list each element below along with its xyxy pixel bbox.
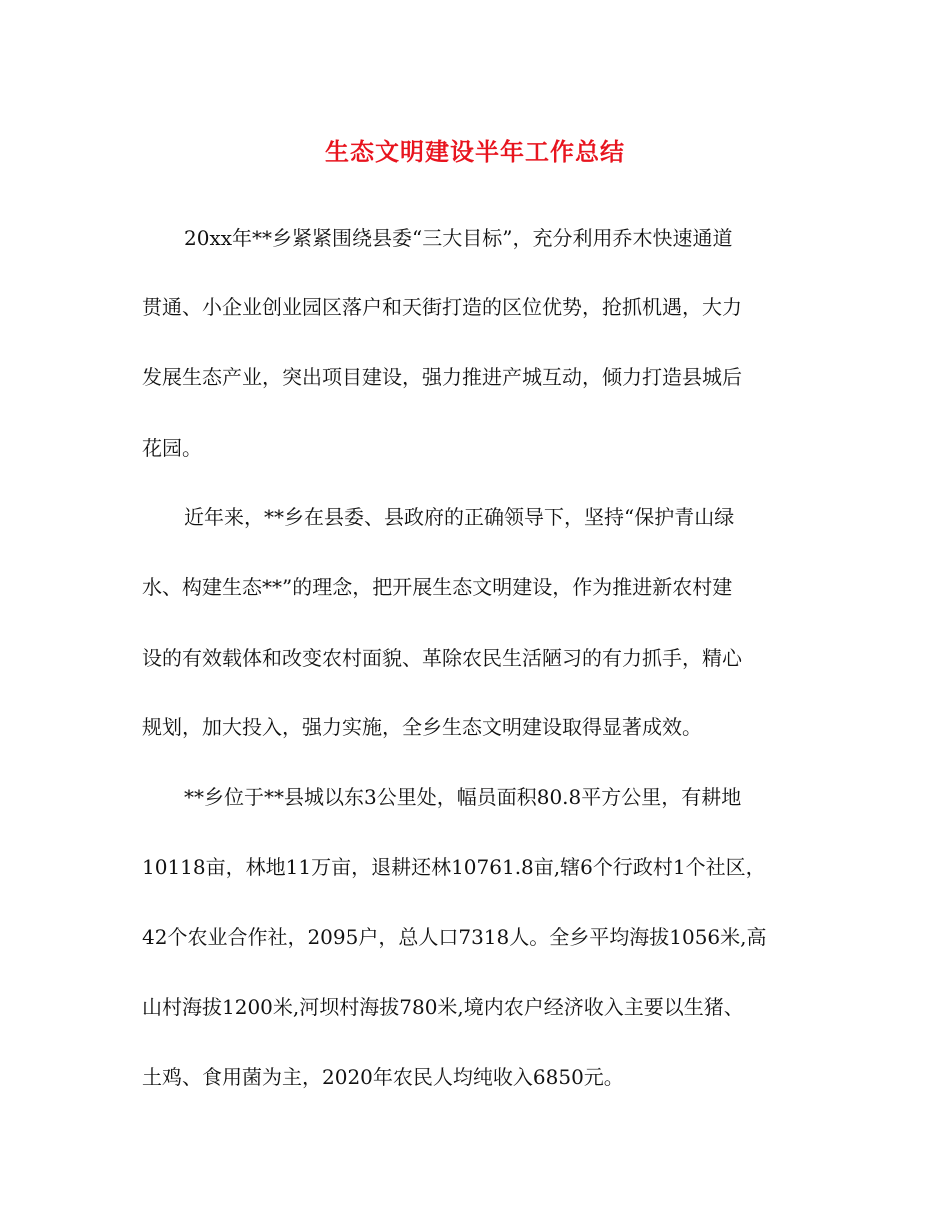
paragraph-2-line-2: 水、构建生态**”的理念，把开展生态文明建设，作为推进新农村建 xyxy=(142,575,733,599)
paragraph-3-line-4: 山村海拔1200米,河坝村海拔780米,境内农户经济收入主要以生猪、 xyxy=(142,995,744,1019)
paragraph-1-line-4: 花园。 xyxy=(142,436,202,460)
paragraph-3-line-3: 42个农业合作社，2095户，总人口7318人。全乡平均海拔1056米,高 xyxy=(142,925,767,949)
paragraph-1-line-1: 20xx年**乡紧紧围绕县委“三大目标”，充分利用乔木快速通道 xyxy=(184,226,733,250)
paragraph-3-line-5: 土鸡、食用菌为主，2020年农民人均纯收入6850元。 xyxy=(142,1065,624,1089)
paragraph-3-line-1: **乡位于**县城以东3公里处，幅员面积80.8平方公里，有耕地 xyxy=(184,785,742,809)
paragraph-2-line-3: 设的有效载体和改变农村面貌、革除农民生活陋习的有力抓手，精心 xyxy=(142,646,742,670)
paragraph-2-line-4: 规划，加大投入，强力实施，全乡生态文明建设取得显著成效。 xyxy=(142,715,702,739)
paragraph-1-line-3: 发展生态产业，突出项目建设，强力推进产城互动，倾力打造县城后 xyxy=(142,365,742,389)
paragraph-3-line-2: 10118亩，林地11万亩，退耕还林10761.8亩,辖6个行政村1个社区， xyxy=(142,855,766,879)
paragraph-2-line-1: 近年来，**乡在县委、县政府的正确领导下，坚持“保护青山绿 xyxy=(184,505,735,529)
paragraph-1-line-2: 贯通、小企业创业园区落户和天街打造的区位优势，抢抓机遇，大力 xyxy=(142,295,742,319)
document-title: 生态文明建设半年工作总结 xyxy=(325,138,625,166)
